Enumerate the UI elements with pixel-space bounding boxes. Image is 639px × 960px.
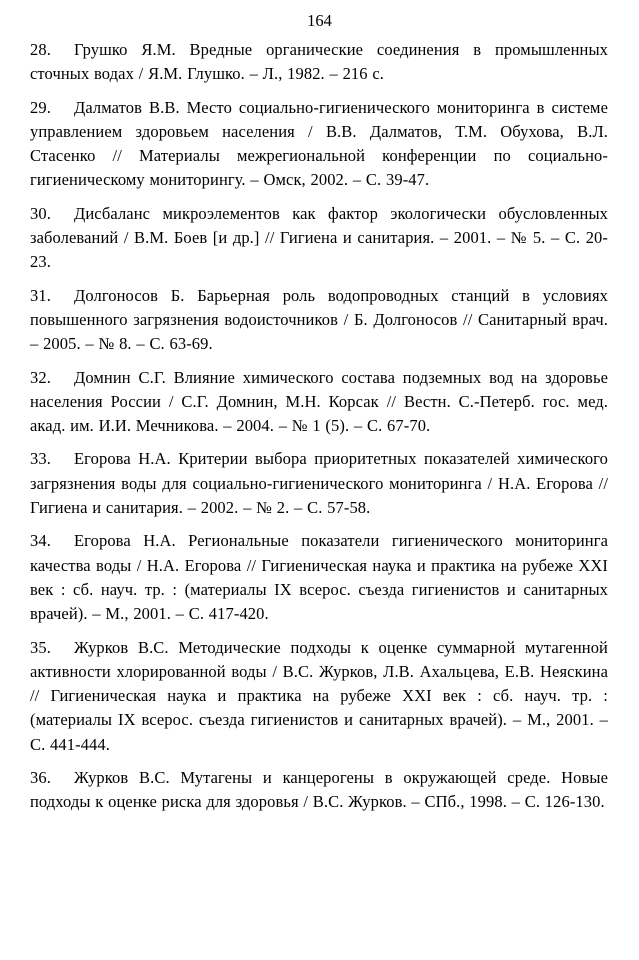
reference-item <box>30 284 608 357</box>
reference-number: 32. <box>30 367 51 387</box>
reference-text: Долгоносов Б. Барьерная роль водопроводных станций в условиях повышенного загрязнения водоисточников / Б. Долгоносов // Санитарный врач. – 2005. – № 8. – С. 63-69. <box>30 285 608 354</box>
reference-number: 29. <box>30 97 51 117</box>
reference-number: 31. <box>30 285 51 305</box>
reference-text: Домнин С.Г. Влияние химического состава подземных вод на здоровье населения России / С.Г. Домнин, М.Н. Корсак // Вестн. С.-Петерб. гос. мед. акад. им. И.И. Мечникова. – 2004. – № 1 (5). – С. 67-70. <box>30 367 608 436</box>
reference-item <box>30 636 608 757</box>
reference-item <box>30 38 608 87</box>
reference-list <box>30 38 608 824</box>
reference-text: Журков В.С. Мутагены и канцерогены в окружающей среде. Новые подходы к оценке риска для здоровья / В.С. Журков. – СПб., 1998. – С. 126-130. <box>30 768 608 812</box>
reference-number: 33. <box>30 449 51 469</box>
reference-item <box>30 202 608 275</box>
reference-text: Егорова Н.А. Региональные показатели гигиенического мониторинга качества воды / Н.А. Егорова // Гигиеническая наука и практика на рубеже XXI век : сб. науч. тр. : (материалы IX всерос. съезда гигиенистов и санитарных врачей). – М., 2001. – С. 417-420. <box>30 531 608 624</box>
page-number: 164 <box>307 11 332 30</box>
reference-number: 36. <box>30 768 51 788</box>
reference-item <box>30 366 608 439</box>
reference-number: 34. <box>30 531 51 551</box>
reference-number: 35. <box>30 637 51 657</box>
reference-text: Егорова Н.А. Критерии выбора приоритетных показателей химического загрязнения воды для социально-гигиенического мониторинга / Н.А. Егорова // Гигиена и санитария. – 2002. – № 2. – С. 57-58. <box>30 449 608 518</box>
reference-text: Дисбаланс микроэлементов как фактор экологически обусловленных заболеваний / В.М. Боев [и др.] // Гигиена и санитария. – 2001. – № 5. – С. 20-23. <box>30 203 608 272</box>
reference-number: 30. <box>30 203 51 223</box>
reference-text: Журков В.С. Методические подходы к оценке суммарной мутагенной активности хлорированной воды / В.С. Журков, Л.В. Ахальцева, Е.В. Неяскина // Гигиеническая наука и практика на рубеже XXI век : сб. науч. тр. : (материалы IX всерос. съезда гигиенистов и санитарных врачей). – М., 2001. – С. 441-444. <box>30 637 608 754</box>
reference-text: Далматов В.В. Место социально-гигиенического мониторинга в системе управлением здоровьем населения / В.В. Далматов, Т.М. Обухова, В.Л. Стасенко // Материалы межрегиональной конференции по социально-гигиеническому мониторингу. – Омск, 2002. – С. 39-47. <box>30 97 608 190</box>
reference-item <box>30 766 608 815</box>
reference-text: Грушко Я.М. Вредные органические соединения в промышленных сточных водах / Я.М. Глушко. – Л., 1982. – 216 с. <box>30 40 608 84</box>
reference-item <box>30 447 608 520</box>
reference-item <box>30 96 608 193</box>
reference-number: 28. <box>30 40 51 59</box>
reference-item <box>30 529 608 626</box>
